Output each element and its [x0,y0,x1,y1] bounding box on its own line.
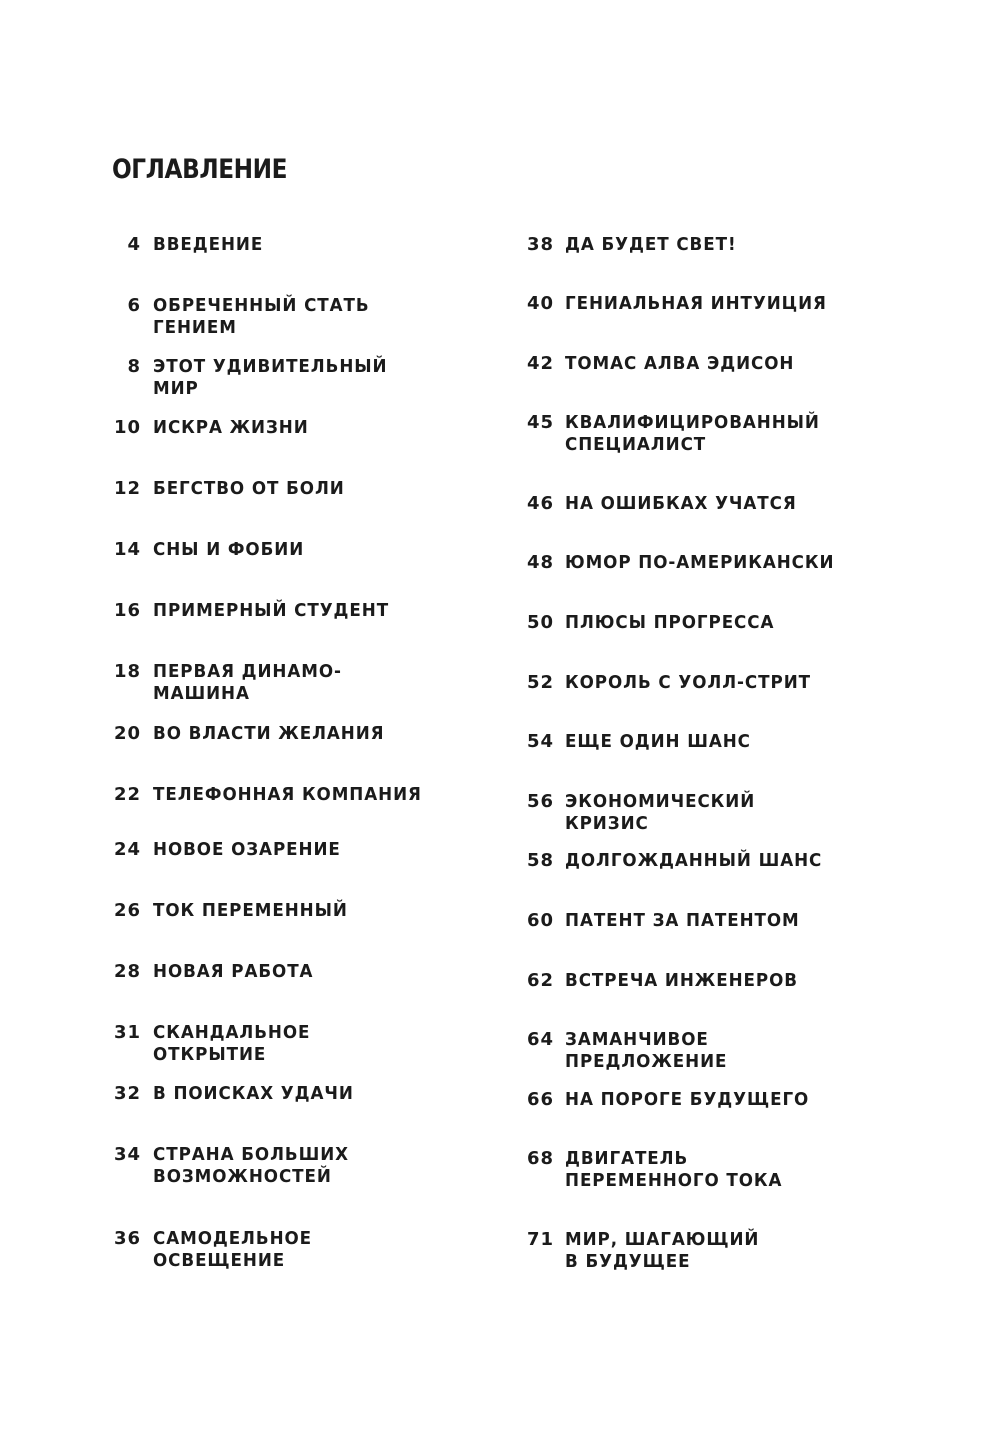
toc-left-column [0,0,450,1447]
toc-entry-title: СТРАНА БОЛЬШИХ ВОЗМОЖНОСТЕЙ [153,1144,349,1187]
toc-entry[interactable] [0,784,442,806]
toc-entry-title: ПЛЮСЫ ПРОГРЕССА [565,612,775,633]
toc-page-number: 22 [113,784,141,805]
toc-entry[interactable] [410,1148,799,1192]
toc-page-number: 16 [113,600,141,621]
toc-entry[interactable] [410,1229,774,1273]
toc-page-number: 31 [113,1022,141,1043]
toc-entry[interactable] [410,353,812,375]
toc-entry-title: ПЕРВАЯ ДИНАМО-МАШИНА [153,661,342,704]
toc-entry-title: ТЕЛЕФОННАЯ КОМПАНИЯ [153,784,422,805]
toc-entry-title: ЕЩЕ ОДИН ШАНС [565,731,751,752]
toc-entry-title: СНЫ И ФОБИИ [153,539,305,560]
toc-entry[interactable] [410,234,749,256]
toc-page-number: 60 [526,910,554,931]
toc-page-number: 32 [113,1083,141,1104]
toc-entry[interactable] [410,1029,860,1073]
toc-page-number: 24 [113,839,141,860]
toc-entry[interactable] [410,412,839,456]
toc-entry[interactable] [0,1022,450,1066]
toc-page-number: 50 [526,612,554,633]
toc-right-column [410,0,860,1447]
toc-page-number: 64 [526,1029,554,1050]
toc-page-number: 18 [113,661,141,682]
toc-entry[interactable] [410,1089,828,1111]
toc-entry[interactable] [0,961,326,983]
toc-entry[interactable] [0,539,316,561]
toc-entry-title: В ПОИСКАХ УДАЧИ [153,1083,354,1104]
toc-page-number: 28 [113,961,141,982]
toc-entry[interactable] [0,1144,364,1188]
toc-page-number: 40 [526,293,554,314]
toc-entry-title: ЮМОР ПО-АМЕРИКАНСКИ [565,552,835,573]
toc-entry-title: НОВОЕ ОЗАРЕНИЕ [153,839,341,860]
toc-entry-title: САМОДЕЛЬНОЕ ОСВЕЩЕНИЕ [153,1228,313,1271]
toc-entry[interactable] [410,612,790,634]
toc-entry-title: БЕГСТВО ОТ БОЛИ [153,478,345,499]
toc-entry-title: ЭКОНОМИЧЕСКИЙ КРИЗИС [565,791,756,834]
toc-entry-title: ЗАМАНЧИВОЕ ПРЕДЛОЖЕНИЕ [565,1029,728,1072]
toc-page-number: 54 [526,731,554,752]
toc-page-number: 12 [113,478,141,499]
toc-page-number: 26 [113,900,141,921]
toc-entry[interactable] [0,600,407,622]
toc-page-number: 42 [526,353,554,374]
toc-entry[interactable] [410,731,765,753]
toc-entry[interactable] [0,356,450,400]
toc-entry[interactable] [0,1083,369,1105]
toc-page-number: 71 [526,1229,554,1250]
toc-entry[interactable] [410,791,860,835]
toc-entry[interactable] [0,661,450,705]
toc-page-number: 14 [113,539,141,560]
toc-entry[interactable] [410,910,817,932]
toc-entry-title: ВСТРЕЧА ИНЖЕНЕРОВ [565,970,798,991]
toc-page-number: 52 [526,672,554,693]
toc-entry-title: МИР, ШАГАЮЩИЙ В БУДУЩЕЕ [565,1229,760,1272]
toc-page-number: 4 [127,234,141,255]
toc-entry[interactable] [0,1228,324,1272]
toc-page-number: 62 [526,970,554,991]
toc-entry-title: ДВИГАТЕЛЬ ПЕРЕМЕННОГО ТОКА [565,1148,783,1191]
toc-entry-title: ИСКРА ЖИЗНИ [153,417,309,438]
toc-entry-title: ДА БУДЕТ СВЕТ! [565,234,737,255]
toc-entry[interactable] [0,478,359,500]
toc-entry[interactable] [0,900,362,922]
toc-entry-title: ГЕНИАЛЬНАЯ ИНТУИЦИЯ [565,293,827,314]
toc-page-number: 58 [526,850,554,871]
toc-page-number: 38 [526,234,554,255]
toc-entry[interactable] [0,839,355,861]
toc-entry[interactable] [410,293,847,315]
toc-entry-title: ПРИМЕРНЫЙ СТУДЕНТ [153,600,390,621]
toc-page-number: 6 [127,295,141,316]
toc-entry-title: ТОК ПЕРЕМЕННЫЙ [153,900,348,921]
toc-entry[interactable] [0,234,272,256]
toc-entry-title: ТОМАС АЛВА ЭДИСОН [565,353,795,374]
toc-entry-title: НОВАЯ РАБОТА [153,961,314,982]
toc-entry-title: КВАЛИФИЦИРОВАННЫЙ СПЕЦИАЛИСТ [565,412,820,455]
toc-entry[interactable] [0,295,450,339]
toc-page-number: 34 [113,1144,141,1165]
toc-page-number: 10 [113,417,141,438]
toc-entry-title: СКАНДАЛЬНОЕ ОТКРЫТИЕ [153,1022,311,1065]
toc-entry[interactable] [410,493,814,515]
toc-page-number: 48 [526,552,554,573]
toc-page-number: 66 [526,1089,554,1110]
toc-entry[interactable] [410,672,830,694]
toc-entry-title: ДОЛГОЖДАННЫЙ ШАНС [565,850,823,871]
toc-page-number: 8 [127,356,141,377]
toc-entry[interactable] [0,417,320,439]
toc-entry-title: НА ОШИБКАХ УЧАТСЯ [565,493,797,514]
toc-entry-title: ВВЕДЕНИЕ [153,234,264,255]
toc-entry-title: НА ПОРОГЕ БУДУЩЕГО [565,1089,810,1110]
toc-entry[interactable] [410,970,815,992]
toc-page-number: 46 [526,493,554,514]
toc-page-number: 36 [113,1228,141,1249]
toc-entry-title: ЭТОТ УДИВИТЕЛЬНЫЙ МИР [153,356,388,399]
toc-entry-title: ВО ВЛАСТИ ЖЕЛАНИЯ [153,723,385,744]
toc-entry-title: КОРОЛЬ С УОЛЛ-СТРИТ [565,672,811,693]
toc-page-number: 56 [526,791,554,812]
toc-entry[interactable] [0,723,402,745]
toc-page-number: 68 [526,1148,554,1169]
toc-entry-title: ОБРЕЧЕННЫЙ СТАТЬ ГЕНИЕМ [153,295,370,338]
toc-entry[interactable] [410,850,842,872]
toc-page-number: 45 [526,412,554,433]
page-title: ОГЛАВЛЕНИЕ [112,154,288,185]
toc-entry-title: ПАТЕНТ ЗА ПАТЕНТОМ [565,910,800,931]
toc-page-number: 20 [113,723,141,744]
toc-entry[interactable] [410,552,855,574]
